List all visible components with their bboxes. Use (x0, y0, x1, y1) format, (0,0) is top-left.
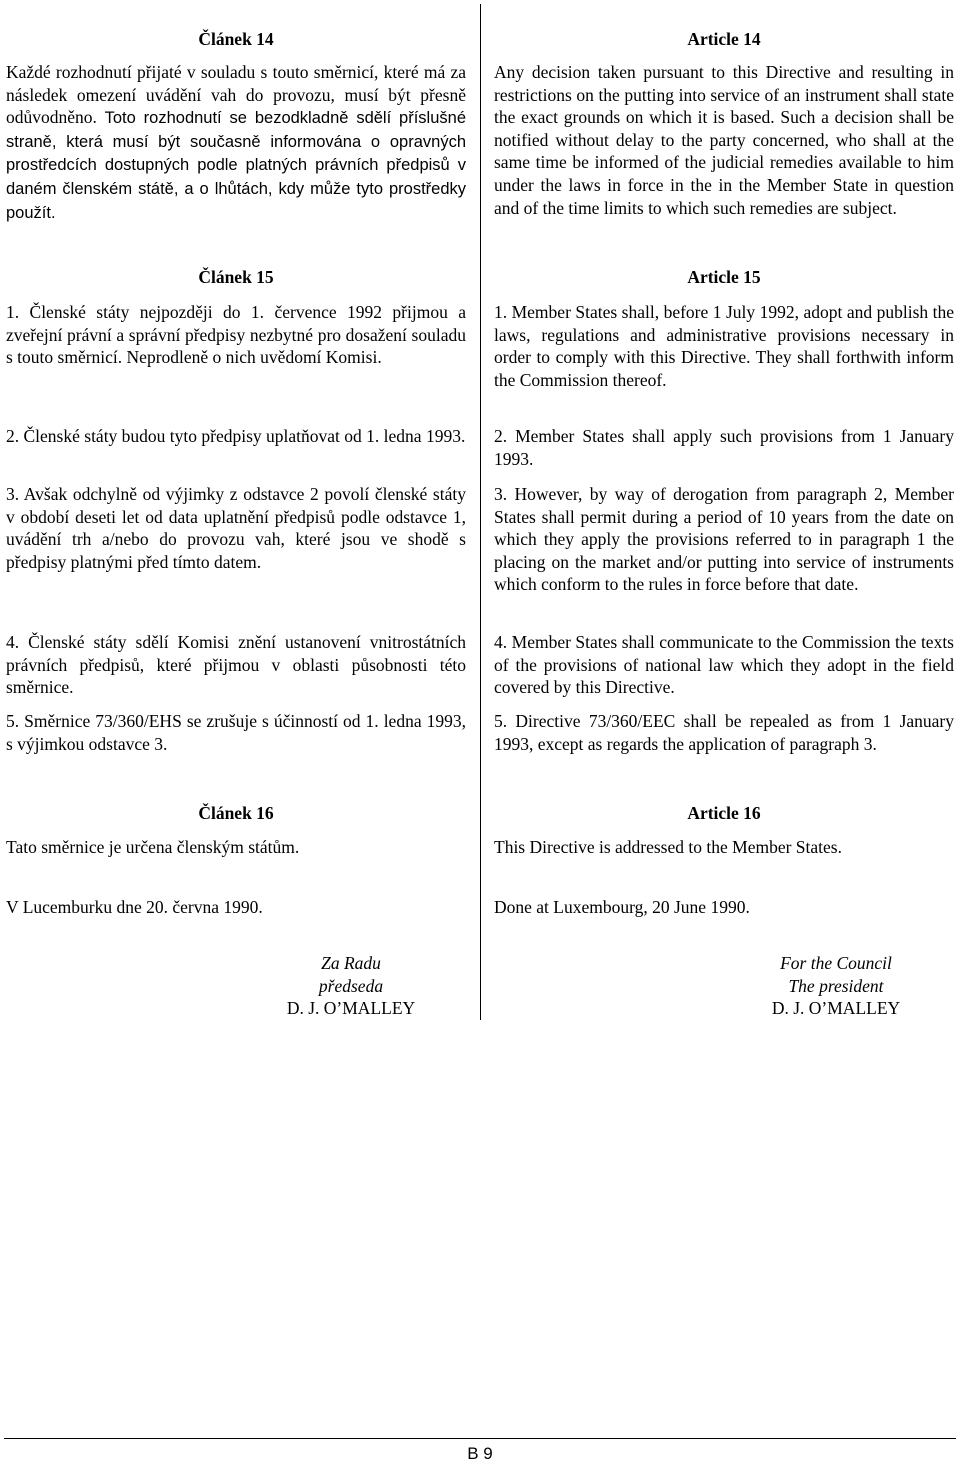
article-15-para-3-cs: 3. Avšak odchylně od výjimky z odstavce 2 povolí členské státy v období deseti let od data uplatnění předpisů podle odstavce 1, uvádění trh a/nebo do provozu vah, které jsou ve shodě s předpisy platnými před tímto datem. (6, 484, 466, 572)
signature-line-2-en: The president (788, 975, 884, 996)
done-at-cs: V Lucemburku dne 20. června 1990. (6, 897, 263, 917)
article-15-para-2-cs: 2. Členské státy budou tyto předpisy uplatňovat od 1. ledna 1993. (6, 426, 466, 446)
column-divider (480, 4, 481, 1020)
article-15-para-3-en: 3. However, by way of derogation from paragraph 2, Member States shall permit during a period of 10 years from the date on which they apply the provisions referred to in paragraph 1 the placing on the market and/or putting into service of instruments which conform to the rules in force before that date. (494, 484, 954, 595)
article-16-heading-cs: Článek 16 (198, 803, 274, 823)
article-15-para-5-en: 5. Directive 73/360/EEC shall be repealed as from 1 January 1993, except as regards the application of paragraph 3. (494, 711, 954, 754)
article-15-para-4-en: 4. Member States shall communicate to the Commission the texts of the provisions of national law which they adopt in the field covered by this Directive. (494, 632, 954, 698)
article-15-para-1-en: 1. Member States shall, before 1 July 1992, adopt and publish the laws, regulations and administrative provisions necessary in order to comply with this Directive. They shall forthwith inform the Commission thereof. (494, 302, 954, 390)
article-16-para-cs: Tato směrnice je určena členským státům. (6, 837, 300, 857)
page-number: B 9 (467, 1444, 493, 1463)
article-15-para-2-en: 2. Member States shall apply such provisions from 1 January 1993. (494, 426, 954, 469)
article-15-para-4-cs: 4. Členské státy sdělí Komisi znění ustanovení vnitrostátních právních předpisů, které přijmou v oblasti působnosti této směrnice. (6, 632, 466, 698)
article-14-paragraph-cs (6, 61, 466, 224)
signature-block-cs (246, 952, 456, 1020)
article-16-heading-en: Article 16 (687, 803, 761, 823)
article-14-heading-cs: Článek 14 (198, 29, 274, 49)
signature-line-2-cs: předseda (318, 975, 384, 996)
article-16-para-en: This Directive is addressed to the Member States. (494, 837, 842, 857)
article-15-heading-cs: Článek 15 (198, 267, 274, 287)
signatory-name-en: D. J. O’MALLEY (771, 998, 901, 1019)
signatory-name-cs: D. J. O’MALLEY (286, 998, 416, 1019)
article-14-text-sans-cs: Toto rozhodnutí se bezodkladně sdělí příslušné straně, která musí být současně informována o opravných prostředcích dostupných podle platných právních předpisů v daném členském státě, a o lhůtách, kdy může tyto prostředky použít. (6, 109, 467, 222)
signature-line-1-cs: Za Radu (321, 953, 381, 973)
article-14-text-serif-cs: Každé rozhodnutí přijaté v souladu s touto směrnicí, které má za následek omezení uvádění vah do provozu, musí být přesně odůvodněno. (6, 62, 466, 128)
footer-rule (4, 1438, 956, 1439)
signature-block-en (726, 952, 946, 1020)
article-15-para-1-cs: 1. Členské státy nejpozději do 1. července 1992 přijmou a zveřejní právní a správní předpisy nezbytné pro dosažení souladu s touto směrnicí. Neprodleně o nich uvědomí Komisi. (6, 302, 466, 368)
article-15-heading-en: Article 15 (687, 267, 761, 287)
done-at-en: Done at Luxembourg, 20 June 1990. (494, 897, 750, 917)
article-14-heading-en: Article 14 (687, 29, 761, 49)
article-14-paragraph-en: Any decision taken pursuant to this Directive and resulting in restrictions on the putting into service of an instrument shall state the exact grounds on which it is based. Such a decision shall be notified without delay to the party concerned, who shall at the same time be informed of the judicial remedies available to him under the laws in force in the in the Member State in question and of the time limits to which such remedies are subject. (494, 62, 954, 218)
article-15-para-5-cs: 5. Směrnice 73/360/EHS se zrušuje s účinností od 1. ledna 1993, s výjimkou odstavce 3. (6, 711, 466, 754)
signature-line-1-en: For the Council (780, 953, 892, 973)
